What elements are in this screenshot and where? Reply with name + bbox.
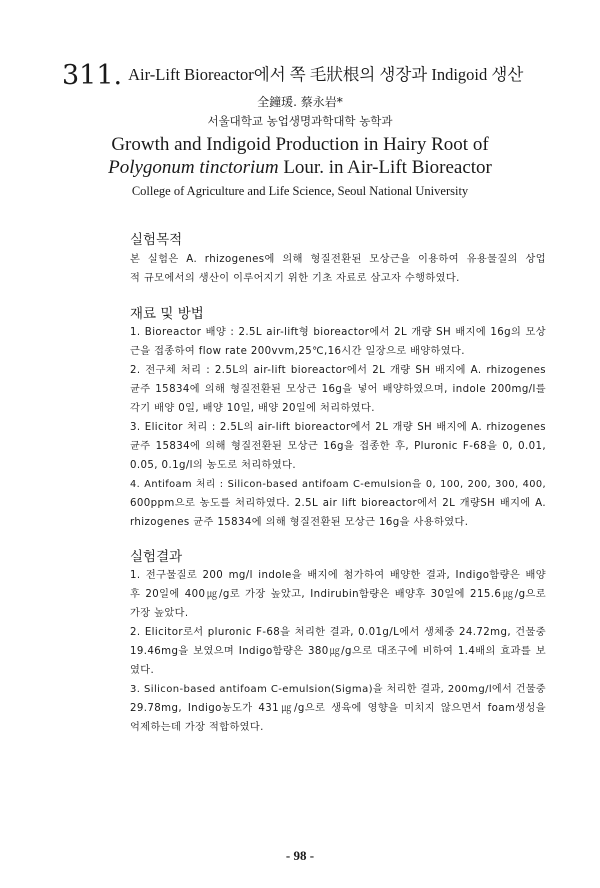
section-body-methods (130, 323, 546, 532)
abstract-title-line (62, 60, 562, 91)
text-line: 근을 접종하여 flow rate 200vvm,25℃,16시간 일장으로 배양하였다. (130, 346, 465, 357)
page-number: - 98 - (285, 848, 315, 863)
text-line: 19.46mg을 보였으며 Indigo함량은 380㎍/g으로 대조구에 비하여 1.4배의 효과를 보 (130, 646, 546, 657)
text-line: 균주 15834에 의해 형질전환된 모상근 16g을 접종한 후, Pluronic F-68을 0, 0.01, (130, 441, 546, 452)
text-line: 각기 배양 0일, 배양 10일, 배양 20일에 처리하였다. (130, 403, 375, 414)
text-line: rhizogenes 균주 15834에 의해 형질전환된 모상근 16g을 사용하였다. (130, 517, 469, 528)
text-line: 후 20일에 400㎍/g로 가장 높았고, Indirubin함량은 배양후 30일에 215.6㎍/g으로 (130, 589, 546, 600)
text-line: 0.05, 0.1g/l의 농도로 처리하였다. (130, 460, 296, 471)
section-heading-results: 실험결과 (130, 549, 183, 565)
section-heading-methods: 재료 및 방법 (130, 306, 204, 322)
text-line: 4. Antifoam 처리 : Silicon-based antifoam C-emulsion을 0, 100, 200, 300, 400, (130, 479, 546, 490)
affiliation-english: College of Agriculture and Life Science, Seoul National University (131, 184, 469, 198)
text-line: 3. Elicitor 처리 : 2.5L의 air-lift bioreactor에서 2L 개량 SH 배지에 A. rhizogenes (130, 422, 546, 433)
english-title-line-1: Growth and Indigoid Production in Hairy Root of (111, 134, 489, 155)
text-line: 2. 전구체 처리 : 2.5L의 air-lift bioreactor에서 2L 개량 SH 배지에 A. rhizogenes (130, 365, 546, 376)
text-line: 억제하는데 가장 적합하였다. (130, 722, 264, 733)
affiliation-korean: 서울대학교 농업생명과학대학 농학과 (207, 114, 393, 128)
english-title-line-2-rest: Lour. in Air-Lift Bioreactor (278, 157, 492, 178)
section-body-results (130, 566, 546, 737)
species-name: Polygonum tinctorium (108, 157, 279, 178)
text-line: 29.78mg, Indigo농도가 431㎍/g으로 생육에 영향을 미치지 않으면서 foam생성을 (130, 703, 546, 714)
section-heading-purpose: 실험목적 (130, 232, 183, 248)
abstract-number: 311. (62, 60, 123, 91)
text-line: 가장 높았다. (130, 608, 189, 619)
text-line: 3. Silicon-based antifoam C-emulsion(Sigma)을 처리한 결과, 200mg/l에서 건물중 (130, 684, 546, 695)
section-body-purpose (130, 250, 546, 288)
text-line: 였다. (130, 665, 155, 676)
korean-title: Air-Lift Bioreactor에서 쪽 毛狀根의 생장과 Indigoid 생산 (128, 65, 524, 84)
text-line: 1. Bioreactor 배양 : 2.5L air-lift형 bioreactor에서 2L 개량 SH 배지에 16g의 모상 (130, 327, 546, 338)
english-title-line-2 (0, 157, 600, 179)
text-line: 600ppm으로 농도를 처리하였다. 2.5L air lift bioreactor에서 2L 개량SH 배지에 A. (130, 498, 546, 509)
text-line: 2. Elicitor로서 pluronic F-68을 처리한 결과, 0.01g/L에서 생체중 24.72mg, 건물중 (130, 627, 546, 638)
text-line: 균주 15834에 의해 형질전환된 모상근 16g을 넣어 배양하였으며, indole 200mg/l를 (130, 384, 546, 395)
text-line: 적 규모에서의 생산이 이루어지기 위한 기초 자료로 삼고자 수행하였다. (130, 273, 460, 284)
authors: 全鐘瑗. 蔡永岩* (257, 95, 343, 109)
text-line: 1. 전구물질로 200 mg/l indole을 배지에 첨가하여 배양한 결과, Indigo함량은 배양 (130, 570, 546, 581)
text-line: 본 실험은 A. rhizogenes에 의해 형질전환된 모상근을 이용하여 유용물질의 상업 (130, 254, 546, 265)
